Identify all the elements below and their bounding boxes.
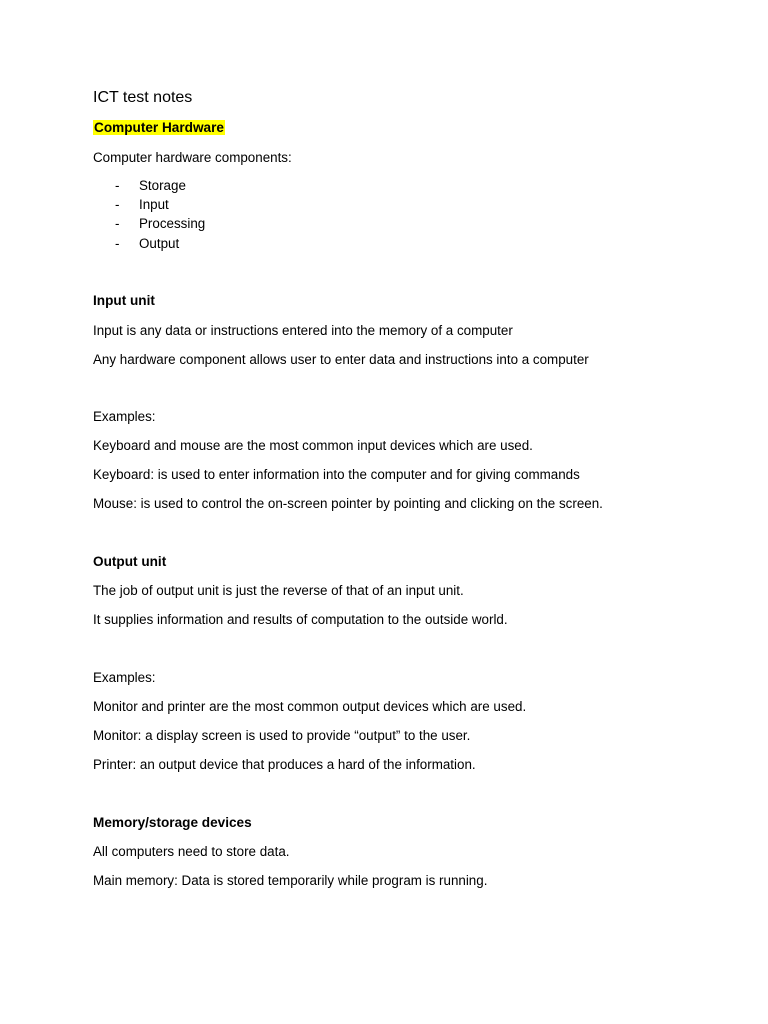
paragraph: It supplies information and results of computation to the outside world.: [93, 612, 508, 627]
examples-label: Examples:: [93, 409, 156, 424]
list-item: Processing: [139, 216, 206, 231]
components-intro: Computer hardware components:: [93, 150, 292, 165]
heading-computer-hardware: [93, 119, 225, 136]
bullet-dash: -: [115, 178, 120, 193]
highlighted-heading-text: Computer Hardware: [94, 120, 224, 135]
bullet-dash: -: [115, 236, 120, 251]
examples-label: Examples:: [93, 670, 156, 685]
heading-output-unit: Output unit: [93, 554, 167, 569]
paragraph: All computers need to store data.: [93, 844, 290, 859]
bullet-dash: -: [115, 197, 120, 212]
paragraph: Monitor: a display screen is used to provide “output” to the user.: [93, 728, 471, 743]
paragraph: The job of output unit is just the reverse of that of an input unit.: [93, 583, 464, 598]
paragraph: Printer: an output device that produces a hard of the information.: [93, 757, 476, 772]
paragraph: Keyboard and mouse are the most common input devices which are used.: [93, 438, 533, 453]
bullet-dash: -: [115, 216, 120, 231]
document-title: ICT test notes: [93, 89, 193, 106]
paragraph: Input is any data or instructions entered into the memory of a computer: [93, 323, 513, 338]
list-item: Storage: [139, 178, 186, 193]
heading-input-unit: Input unit: [93, 293, 155, 308]
list-item: Input: [139, 197, 169, 212]
heading-memory-storage: Memory/storage devices: [93, 815, 252, 830]
paragraph: Mouse: is used to control the on-screen pointer by pointing and clicking on the screen.: [93, 496, 603, 511]
list-item: Output: [139, 236, 180, 251]
paragraph: Monitor and printer are the most common output devices which are used.: [93, 699, 527, 714]
paragraph: Any hardware component allows user to enter data and instructions into a computer: [93, 352, 589, 367]
paragraph: Main memory: Data is stored temporarily while program is running.: [93, 873, 488, 888]
paragraph: Keyboard: is used to enter information into the computer and for giving commands: [93, 467, 580, 482]
